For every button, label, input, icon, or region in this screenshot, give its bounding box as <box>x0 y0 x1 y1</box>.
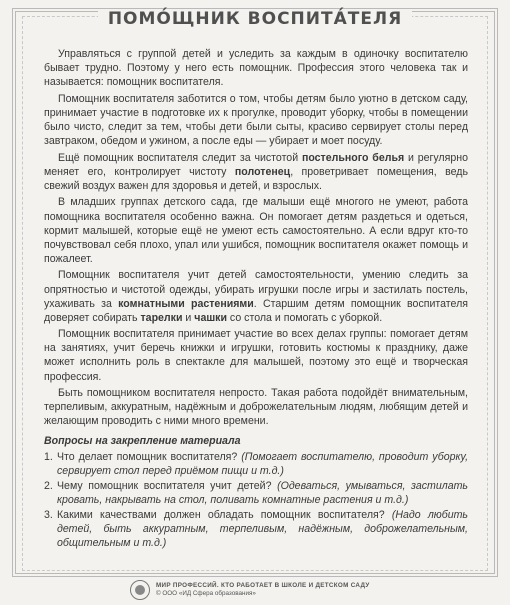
paragraph-7: Быть помощником воспитателя непросто. Такая работа подойдёт внимательным, терпеливым, аккуратным, надёжным и доброжелательным людям, любящим детей и желающим проводить с ними много времени. <box>44 387 468 428</box>
question-text: Чему помощник воспитателя учит детей? <box>57 479 272 492</box>
footer-series-title: МИР ПРОФЕССИЙ. КТО РАБОТАЕТ В ШКОЛЕ И ДЕТСКОМ САДУ <box>156 582 370 589</box>
page-title-text: ПОМО́ЩНИК ВОСПИТА́ТЕЛЯ <box>98 9 412 29</box>
question-item <box>44 450 468 478</box>
main-content <box>44 47 468 551</box>
questions-list <box>44 450 468 551</box>
question-number: 1. <box>44 450 53 463</box>
publisher-logo-icon <box>130 580 150 600</box>
paragraph-2: Помощник воспитателя заботится о том, чтобы детям было уютно в детском саду, принимает участие в подготовке их к прогулке, проводит уборку, чтобы в помещении было чисто, следит за тем, чтобы дети были сыты, красиво сервирует столы перед завтраком, обедом и ужином, а после еды — убирает и моет посуду. <box>44 92 468 148</box>
question-answer: (Надо любить детей, быть аккуратным, терпеливым, надёжным, доброжелательным, общительным и т.д.) <box>57 508 469 550</box>
paragraph-3: Ещё помощник воспитателя следит за чистотой постельного белья и регулярно меняет его, контролирует чистоту полотенец, проветривает помещения, ведь свежий воздух важен для здоровья и детей, и взрослых. <box>44 151 468 192</box>
footer-text <box>156 582 370 598</box>
paragraph-6: Помощник воспитателя принимает участие во всех делах группы: помогает детям на занятиях, учит беречь книжки и игрушки, готовить костюмы к празднику, даже может исполнить роль в спектакле для малышей, поэтому это ещё и творческая профессия. <box>44 328 468 383</box>
question-text: Что делает помощник воспитателя? <box>57 450 238 463</box>
question-text: Какими качествами должен обладать помощник воспитателя? <box>57 508 385 521</box>
page-footer <box>130 578 370 602</box>
paragraph-4: В младших группах детского сада, где малыши ещё многого не умеют, работа помощника воспитателя особенно важна. Он помогает детям раздеться и одеться, кормит малышей, которые ещё не умеют есть самостоятельно. А если вдруг кто-то почувствовал себя плохо, упал или ушибся, помощник воспитателя окажет помощь и пожалеет. <box>44 196 468 265</box>
paragraph-5: Помощник воспитателя учит детей самостоятельности, умению следить за опрятностью и чистотой одежды, убирать игрушки после игры и застилать постель, ухаживать за комнатными растениями. Старшим детям помощник воспитателя доверяет собирать тарелки и чашки со стола и помогать с уборкой. <box>44 269 468 324</box>
question-number: 2. <box>44 479 53 492</box>
question-item <box>44 508 468 550</box>
questions-heading: Вопросы на закрепление материала <box>44 435 241 448</box>
question-number: 3. <box>44 508 53 521</box>
page-title <box>0 9 510 29</box>
footer-copyright: © ООО «ИД Сфера образования» <box>156 590 256 597</box>
question-answer: (Одеваться, умываться, застилать кровать, накрывать на стол, поливать комнатные растения и т.д.) <box>57 479 468 506</box>
question-item <box>44 479 468 507</box>
paragraph-1: Управляться с группой детей и уследить за каждым в одиночку воспитателю бывает трудно. Поэтому у него есть помощник. Профессия этого человека так и называется: помощник воспитателя. <box>44 48 468 89</box>
question-answer: (Помогает воспитателю, проводит уборку, сервирует стол перед приёмом пищи и т.д.) <box>57 450 469 477</box>
